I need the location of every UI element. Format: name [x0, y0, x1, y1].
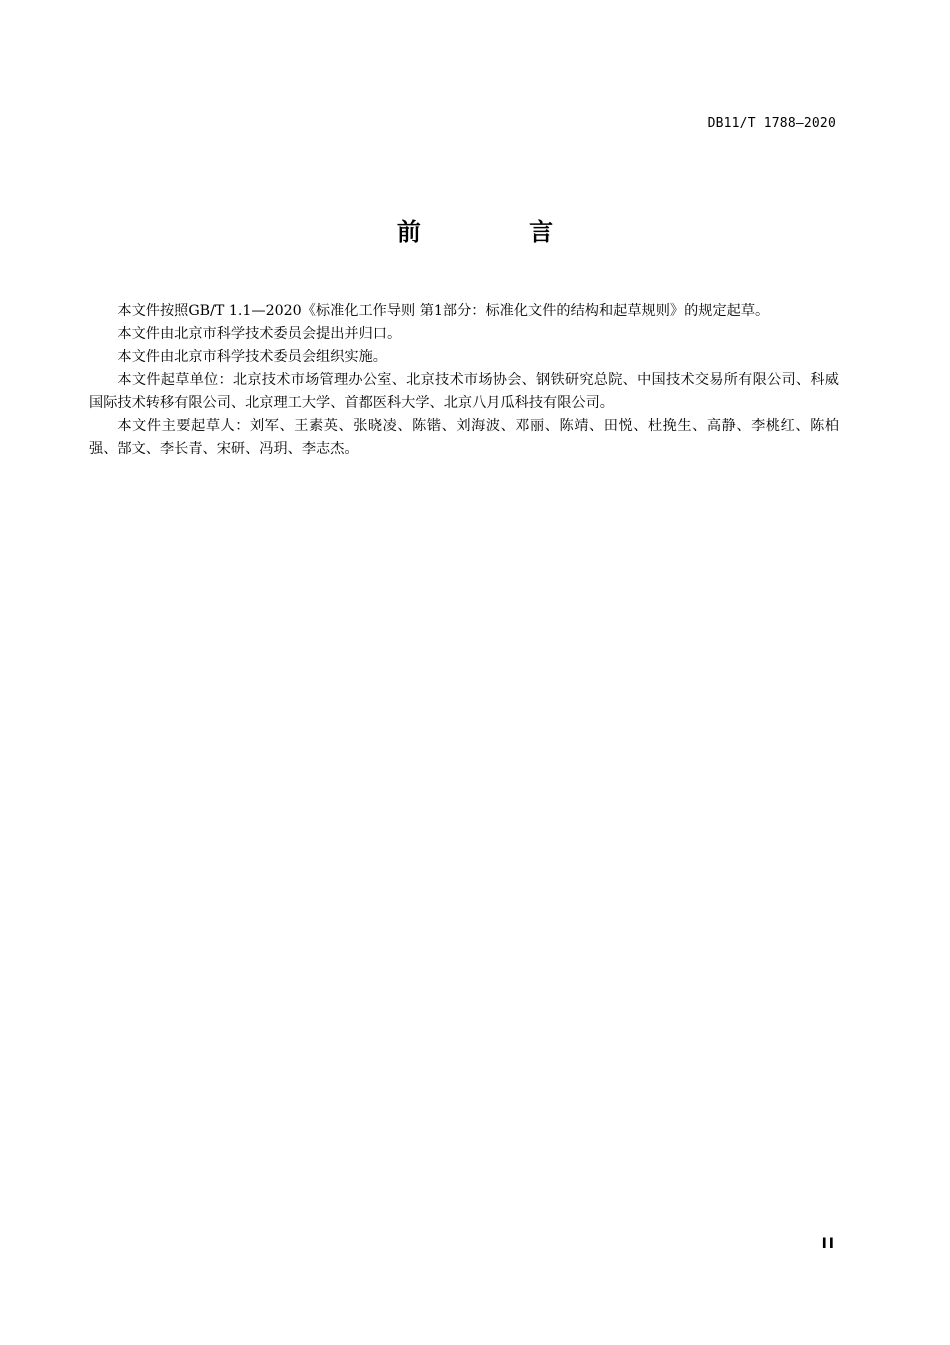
page-title: 前 言: [396, 218, 604, 246]
paragraph-drafting-basis: 本文件按照GB/T 1.1—2020《标准化工作导则 第1部分：标准化文件的结构和起草规则》的规定起草。: [117, 303, 770, 319]
page-number: II: [821, 1236, 836, 1252]
paragraph-drafting-units: 本文件起草单位：北京技术市场管理办公室、北京技术市场协会、钢铁研究总院、中国技术交易所有限公司、科威国际技术转移有限公司、北京理工大学、首都医科大学、北京八月瓜科技有限公司。: [89, 372, 839, 411]
body-text: [89, 300, 839, 461]
paragraph-main-drafters: 本文件主要起草人：刘军、王素英、张晓凌、陈锴、刘海波、邓丽、陈靖、田悦、杜挽生、高静、李桃红、陈柏强、郜文、李长青、宋研、冯玥、李志杰。: [89, 418, 839, 457]
paragraph-implementer: 本文件由北京市科学技术委员会组织实施。: [117, 349, 387, 365]
document-code: DB11/T 1788—2020: [707, 116, 836, 131]
paragraph-proposer: 本文件由北京市科学技术委员会提出并归口。: [117, 326, 402, 342]
